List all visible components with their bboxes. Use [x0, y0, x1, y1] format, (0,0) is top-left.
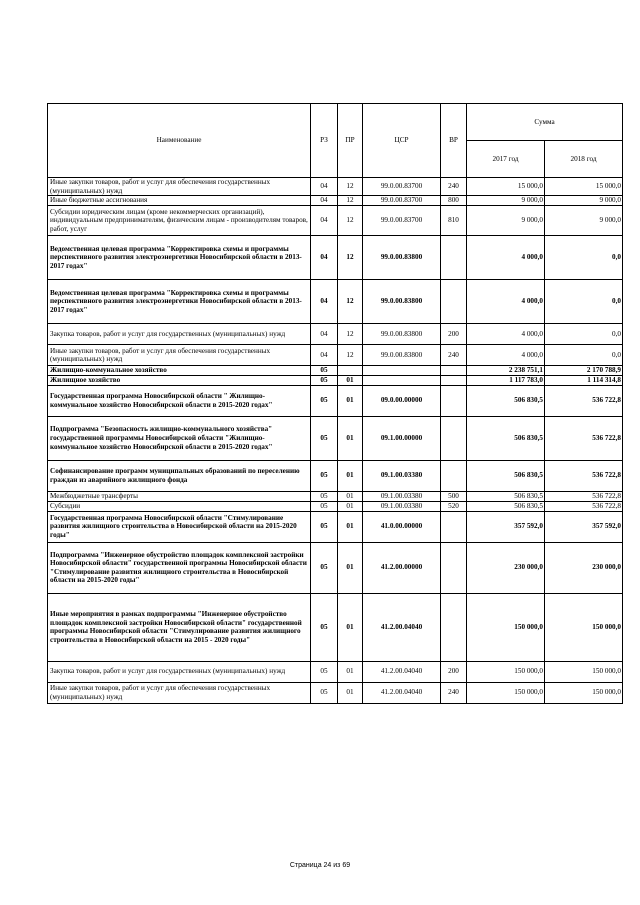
budget-table: [47, 103, 623, 704]
row-name: Подпрограмма "Инженерное обустройство площадок комплексной застройки Новосибирской области" государственной программы Новосибирской области "Стимулирование развития жилищного строительства в Новосибирской области на 2015-2020 годы": [48, 542, 311, 593]
row-rz: 05: [311, 682, 338, 703]
row-rz: 05: [311, 501, 338, 511]
row-2018: 536 722,8: [545, 385, 623, 416]
row-2017: 4 000,0: [467, 345, 545, 366]
row-pr: 01: [338, 501, 363, 511]
row-rz: 04: [311, 178, 338, 196]
row-pr: 01: [338, 682, 363, 703]
row-pr: 12: [338, 206, 363, 236]
row-2017: 506 830,5: [467, 416, 545, 460]
table-row: [48, 661, 623, 682]
row-vr: 500: [441, 491, 467, 501]
row-vr: [441, 460, 467, 491]
row-rz: 04: [311, 196, 338, 206]
row-vr: 520: [441, 501, 467, 511]
header-sum: Сумма: [467, 104, 623, 141]
table-row: [48, 366, 623, 376]
header-csr: ЦСР: [363, 104, 441, 178]
table-row: [48, 593, 623, 661]
table-row: [48, 375, 623, 385]
table-row: [48, 416, 623, 460]
row-pr: 01: [338, 593, 363, 661]
table-row: [48, 196, 623, 206]
row-2017: 230 000,0: [467, 542, 545, 593]
row-vr: 240: [441, 682, 467, 703]
table-row: [48, 236, 623, 280]
row-name: Государственная программа Новосибирской области "Стимулирование развития жилищного строительства в Новосибирской области на 2015-2020 годы": [48, 511, 311, 542]
row-rz: 05: [311, 542, 338, 593]
row-2017: 15 000,0: [467, 178, 545, 196]
row-pr: 12: [338, 324, 363, 345]
row-2018: 0,0: [545, 280, 623, 324]
header-name: Наименование: [48, 104, 311, 178]
row-csr: 99.0.00.83800: [363, 345, 441, 366]
row-name: Иные закупки товаров, работ и услуг для обеспечения государственных (муниципальных) нужд: [48, 178, 311, 196]
row-2018: 9 000,0: [545, 206, 623, 236]
table-row: [48, 324, 623, 345]
row-rz: 05: [311, 385, 338, 416]
row-2017: 9 000,0: [467, 206, 545, 236]
row-2017: 9 000,0: [467, 196, 545, 206]
row-2018: 9 000,0: [545, 196, 623, 206]
row-rz: 04: [311, 324, 338, 345]
row-name: Субсидии юридическим лицам (кроме некоммерческих организаций), индивидуальным предпринимателям, физическим лицам - производителям товаров, работ, услуг: [48, 206, 311, 236]
row-pr: 01: [338, 511, 363, 542]
row-rz: 04: [311, 345, 338, 366]
row-pr: [338, 366, 363, 376]
row-2017: 357 592,0: [467, 511, 545, 542]
header-rz: РЗ: [311, 104, 338, 178]
table-row: [48, 460, 623, 491]
row-rz: 05: [311, 593, 338, 661]
row-vr: 810: [441, 206, 467, 236]
row-2018: 0,0: [545, 345, 623, 366]
row-2017: 150 000,0: [467, 661, 545, 682]
table-row: [48, 511, 623, 542]
row-pr: 01: [338, 416, 363, 460]
row-2018: 230 000,0: [545, 542, 623, 593]
row-csr: [363, 375, 441, 385]
table-row: [48, 491, 623, 501]
page-number: Страница 24 из 69: [289, 862, 351, 869]
row-2017: 1 117 783,0: [467, 375, 545, 385]
row-2017: 4 000,0: [467, 280, 545, 324]
row-vr: [441, 416, 467, 460]
row-name: Закупка товаров, работ и услуг для государственных (муниципальных) нужд: [48, 324, 311, 345]
row-2018: 0,0: [545, 324, 623, 345]
row-2018: 536 722,8: [545, 460, 623, 491]
header-2017: 2017 год: [467, 141, 545, 178]
row-2018: 1 114 314,8: [545, 375, 623, 385]
row-name: Государственная программа Новосибирской области " Жилищно-коммунальное хозяйство Новосибирской области в 2015-2020 годах": [48, 385, 311, 416]
row-csr: 99.0.00.83800: [363, 324, 441, 345]
row-name: Ведомственная целевая программа "Корректировка схемы и программы перспективного развития электроэнергетики Новосибирской области в 2013-2017 годах": [48, 236, 311, 280]
row-2018: 15 000,0: [545, 178, 623, 196]
row-csr: 09.1.00.03380: [363, 491, 441, 501]
row-csr: 09.1.00.03380: [363, 460, 441, 491]
row-name: Межбюджетные трансферты: [48, 491, 311, 501]
row-vr: [441, 375, 467, 385]
row-csr: 99.0.00.83700: [363, 178, 441, 196]
row-vr: [441, 366, 467, 376]
row-2017: 4 000,0: [467, 236, 545, 280]
row-rz: 05: [311, 416, 338, 460]
row-name: Иные закупки товаров, работ и услуг для обеспечения государственных (муниципальных) нужд: [48, 682, 311, 703]
row-vr: 800: [441, 196, 467, 206]
header-pr: ПР: [338, 104, 363, 178]
row-2018: 150 000,0: [545, 593, 623, 661]
row-vr: [441, 542, 467, 593]
row-vr: 200: [441, 661, 467, 682]
row-pr: 01: [338, 661, 363, 682]
row-name: Иные закупки товаров, работ и услуг для обеспечения государственных (муниципальных) нужд: [48, 345, 311, 366]
row-2017: 4 000,0: [467, 324, 545, 345]
row-2018: 150 000,0: [545, 661, 623, 682]
row-name: Субсидии: [48, 501, 311, 511]
header-2018: 2018 год: [545, 141, 623, 178]
row-pr: 12: [338, 196, 363, 206]
table-row: [48, 682, 623, 703]
row-rz: 05: [311, 375, 338, 385]
row-2018: 357 592,0: [545, 511, 623, 542]
row-csr: 41.2.00.04040: [363, 593, 441, 661]
row-vr: 200: [441, 324, 467, 345]
row-csr: 09.0.00.00000: [363, 385, 441, 416]
row-csr: [363, 366, 441, 376]
row-pr: 01: [338, 460, 363, 491]
table-row: [48, 501, 623, 511]
row-2018: 150 000,0: [545, 682, 623, 703]
row-name: Закупка товаров, работ и услуг для государственных (муниципальных) нужд: [48, 661, 311, 682]
row-2017: 150 000,0: [467, 593, 545, 661]
row-csr: 41.2.00.00000: [363, 542, 441, 593]
row-pr: 12: [338, 178, 363, 196]
row-2017: 506 830,5: [467, 491, 545, 501]
row-2018: 2 170 788,9: [545, 366, 623, 376]
row-name: Жилищно-коммунальное хозяйство: [48, 366, 311, 376]
row-name: Иные мероприятия в рамках подпрограммы "Инженерное обустройство площадок комплексной застройки Новосибирской области" государственной программы Новосибирской области "Стимулирование развития жилищного строительства в Новосибирской области на 2015 - 2020 годы": [48, 593, 311, 661]
header-row: [48, 104, 623, 141]
row-rz: 04: [311, 280, 338, 324]
row-vr: [441, 236, 467, 280]
table-row: [48, 385, 623, 416]
row-vr: [441, 511, 467, 542]
row-vr: [441, 593, 467, 661]
row-csr: 41.0.00.00000: [363, 511, 441, 542]
row-rz: 04: [311, 236, 338, 280]
table-row: [48, 280, 623, 324]
row-vr: 240: [441, 345, 467, 366]
row-2018: 536 722,8: [545, 416, 623, 460]
row-2018: 536 722,8: [545, 501, 623, 511]
header-vr: ВР: [441, 104, 467, 178]
row-2018: 536 722,8: [545, 491, 623, 501]
row-pr: 01: [338, 542, 363, 593]
row-rz: 05: [311, 511, 338, 542]
row-csr: 09.1.00.03380: [363, 501, 441, 511]
row-csr: 09.1.00.00000: [363, 416, 441, 460]
table-row: [48, 542, 623, 593]
row-pr: 12: [338, 345, 363, 366]
row-name: Подпрограмма "Безопасность жилищно-коммунального хозяйства" государственной программы Новосибирской области "Жилищно-коммунальное хозяйство Новосибирской области в 2015-2020 годах": [48, 416, 311, 460]
row-name: Иные бюджетные ассигнования: [48, 196, 311, 206]
row-csr: 99.0.00.83700: [363, 196, 441, 206]
row-csr: 99.0.00.83800: [363, 236, 441, 280]
row-csr: 41.2.00.04040: [363, 661, 441, 682]
row-csr: 99.0.00.83700: [363, 206, 441, 236]
table-row: [48, 178, 623, 196]
row-rz: 05: [311, 661, 338, 682]
row-2017: 2 238 751,1: [467, 366, 545, 376]
row-rz: 05: [311, 366, 338, 376]
row-name: Софинансирование программ муниципальных образований по переселению граждан из аварийного жилищного фонда: [48, 460, 311, 491]
row-csr: 99.0.00.83800: [363, 280, 441, 324]
row-rz: 04: [311, 206, 338, 236]
row-pr: 01: [338, 375, 363, 385]
table-body: [48, 178, 623, 704]
row-2017: 150 000,0: [467, 682, 545, 703]
row-vr: [441, 280, 467, 324]
row-csr: 41.2.00.04040: [363, 682, 441, 703]
table-row: [48, 345, 623, 366]
row-vr: 240: [441, 178, 467, 196]
row-name: Жилищное хозяйство: [48, 375, 311, 385]
row-name: Ведомственная целевая программа "Корректировка схемы и программы перспективного развития электроэнергетики Новосибирской области в 2013-2017 годах": [48, 280, 311, 324]
row-2018: 0,0: [545, 236, 623, 280]
row-pr: 12: [338, 236, 363, 280]
row-rz: 05: [311, 460, 338, 491]
row-rz: 05: [311, 491, 338, 501]
row-pr: 01: [338, 491, 363, 501]
row-2017: 506 830,5: [467, 385, 545, 416]
row-pr: 01: [338, 385, 363, 416]
row-vr: [441, 385, 467, 416]
row-pr: 12: [338, 280, 363, 324]
table-row: [48, 206, 623, 236]
row-2017: 506 830,5: [467, 460, 545, 491]
row-2017: 506 830,5: [467, 501, 545, 511]
